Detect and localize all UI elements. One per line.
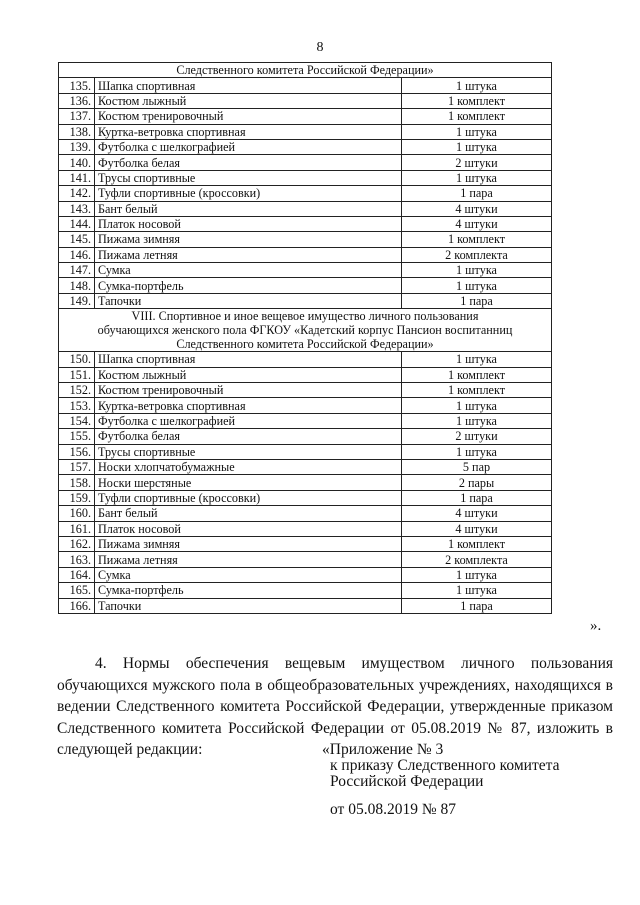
table-row (59, 263, 552, 278)
cell-num: 150. (59, 352, 95, 367)
cell-name: Сумка (95, 567, 402, 582)
cell-num: 143. (59, 201, 95, 216)
cell-name: Пижама летняя (95, 552, 402, 567)
cell-qty: 1 комплект (402, 109, 552, 124)
cell-qty: 2 комплекта (402, 247, 552, 262)
cell-num: 157. (59, 459, 95, 474)
table-row (59, 552, 552, 567)
cell-name: Сумка-портфель (95, 583, 402, 598)
cell-name: Бант белый (95, 201, 402, 216)
appendix-line2: к приказу Следственного комитета (330, 757, 560, 774)
table-row (59, 459, 552, 474)
cell-qty: 2 штуки (402, 155, 552, 170)
table-row (59, 278, 552, 293)
table-row (59, 293, 552, 308)
cell-num: 160. (59, 506, 95, 521)
cell-qty: 1 комплект (402, 232, 552, 247)
cell-name: Костюм тренировочный (95, 383, 402, 398)
cell-name: Туфли спортивные (кроссовки) (95, 490, 402, 505)
cell-name: Пижама зимняя (95, 232, 402, 247)
cell-name: Шапка спортивная (95, 352, 402, 367)
cell-name: Трусы спортивные (95, 444, 402, 459)
cell-name: Бант белый (95, 506, 402, 521)
table-section-header (59, 63, 552, 78)
cell-qty: 1 штука (402, 124, 552, 139)
cell-name: Куртка-ветровка спортивная (95, 124, 402, 139)
norms-table (58, 62, 552, 614)
cell-qty: 4 штуки (402, 216, 552, 231)
table-row (59, 383, 552, 398)
table-row (59, 413, 552, 428)
cell-num: 165. (59, 583, 95, 598)
section-viii-line2: обучающихся женского пола ФГКОУ «Кадетский корпус Пансион воспитанниц (97, 323, 513, 338)
table-row (59, 78, 552, 93)
cell-num: 158. (59, 475, 95, 490)
cell-qty: 1 штука (402, 567, 552, 582)
cell-qty: 4 штуки (402, 506, 552, 521)
table-row (59, 232, 552, 247)
continued-header: Следственного комитета Российской Федерации» (59, 63, 552, 78)
table-row (59, 506, 552, 521)
cell-qty: 1 пара (402, 186, 552, 201)
cell-qty: 1 штука (402, 139, 552, 154)
cell-qty: 1 штука (402, 278, 552, 293)
cell-num: 145. (59, 232, 95, 247)
cell-qty: 2 комплекта (402, 552, 552, 567)
cell-qty: 1 штука (402, 78, 552, 93)
cell-name: Костюм лыжный (95, 367, 402, 382)
table-row (59, 109, 552, 124)
cell-num: 151. (59, 367, 95, 382)
cell-name: Футболка белая (95, 429, 402, 444)
cell-name: Сумка-портфель (95, 278, 402, 293)
cell-name: Тапочки (95, 598, 402, 613)
section-viii-line1: VIII. Спортивное и иное вещевое имущество личного пользования (131, 309, 479, 324)
table-row (59, 444, 552, 459)
section-viii-line3: Следственного комитета Российской Федерации» (176, 337, 434, 352)
table-row (59, 398, 552, 413)
cell-num: 137. (59, 109, 95, 124)
cell-name: Куртка-ветровка спортивная (95, 398, 402, 413)
cell-qty: 1 пара (402, 490, 552, 505)
cell-qty: 1 штука (402, 398, 552, 413)
table-row (59, 170, 552, 185)
cell-num: 142. (59, 186, 95, 201)
cell-qty: 1 комплект (402, 536, 552, 551)
table-row (59, 124, 552, 139)
cell-name: Туфли спортивные (кроссовки) (95, 186, 402, 201)
cell-qty: 4 штуки (402, 521, 552, 536)
paragraph-4-text: 4. Нормы обеспечения вещевым имуществом личного пользования обучающихся мужского пола в общеобразовательных учреждениях, находящихся в ведении Следственного комитета Российской Федерации, утвержденные приказом Следственного комитета Российской Федерации от 05.08.2019 № 87, изложить в следующей редакции: (57, 655, 613, 758)
cell-name: Тапочки (95, 293, 402, 308)
cell-qty: 1 пара (402, 293, 552, 308)
cell-num: 161. (59, 521, 95, 536)
cell-num: 155. (59, 429, 95, 444)
appendix-date: от 05.08.2019 № 87 (330, 801, 456, 818)
table-row (59, 352, 552, 367)
cell-num: 140. (59, 155, 95, 170)
table-row (59, 247, 552, 262)
cell-qty: 5 пар (402, 459, 552, 474)
cell-qty: 2 штуки (402, 429, 552, 444)
cell-num: 152. (59, 383, 95, 398)
table-row (59, 521, 552, 536)
table-row (59, 93, 552, 108)
cell-name: Трусы спортивные (95, 170, 402, 185)
cell-name: Футболка белая (95, 155, 402, 170)
cell-name: Носки хлопчатобумажные (95, 459, 402, 474)
table-row (59, 490, 552, 505)
table-row (59, 598, 552, 613)
table-row (59, 367, 552, 382)
table-row (59, 155, 552, 170)
cell-qty: 4 штуки (402, 201, 552, 216)
cell-name: Костюм тренировочный (95, 109, 402, 124)
cell-name: Платок носовой (95, 521, 402, 536)
cell-num: 162. (59, 536, 95, 551)
table-row (59, 139, 552, 154)
cell-qty: 1 комплект (402, 383, 552, 398)
table-row (59, 475, 552, 490)
cell-num: 138. (59, 124, 95, 139)
table-row (59, 186, 552, 201)
cell-qty: 1 штука (402, 263, 552, 278)
cell-num: 156. (59, 444, 95, 459)
appendix-title: «Приложение № 3 (322, 741, 444, 758)
cell-name: Пижама зимняя (95, 536, 402, 551)
cell-name: Костюм лыжный (95, 93, 402, 108)
table-row (59, 536, 552, 551)
cell-qty: 1 комплект (402, 367, 552, 382)
cell-name: Футболка с шелкографией (95, 139, 402, 154)
table-row (59, 429, 552, 444)
section-viii-header (59, 309, 552, 352)
appendix-line3: Российской Федерации (330, 773, 484, 790)
cell-num: 159. (59, 490, 95, 505)
cell-num: 154. (59, 413, 95, 428)
table-row (59, 201, 552, 216)
cell-num: 163. (59, 552, 95, 567)
cell-qty: 2 пары (402, 475, 552, 490)
cell-num: 149. (59, 293, 95, 308)
cell-name: Шапка спортивная (95, 78, 402, 93)
cell-qty: 1 штука (402, 352, 552, 367)
closing-quote: ». (590, 618, 602, 634)
cell-name: Пижама летняя (95, 247, 402, 262)
cell-num: 144. (59, 216, 95, 231)
cell-num: 148. (59, 278, 95, 293)
cell-qty: 1 штука (402, 170, 552, 185)
cell-num: 147. (59, 263, 95, 278)
cell-name: Сумка (95, 263, 402, 278)
appendix-header (322, 742, 559, 818)
cell-num: 146. (59, 247, 95, 262)
cell-name: Платок носовой (95, 216, 402, 231)
cell-qty: 1 штука (402, 444, 552, 459)
cell-qty: 1 штука (402, 583, 552, 598)
cell-num: 135. (59, 78, 95, 93)
cell-num: 153. (59, 398, 95, 413)
cell-num: 136. (59, 93, 95, 108)
cell-name: Носки шерстяные (95, 475, 402, 490)
cell-num: 164. (59, 567, 95, 582)
page-number: 8 (316, 40, 324, 55)
cell-num: 141. (59, 170, 95, 185)
cell-name: Футболка с шелкографией (95, 413, 402, 428)
table-row (59, 216, 552, 231)
table-row (59, 567, 552, 582)
cell-num: 139. (59, 139, 95, 154)
table-row (59, 583, 552, 598)
cell-num: 166. (59, 598, 95, 613)
cell-qty: 1 комплект (402, 93, 552, 108)
cell-qty: 1 пара (402, 598, 552, 613)
cell-qty: 1 штука (402, 413, 552, 428)
